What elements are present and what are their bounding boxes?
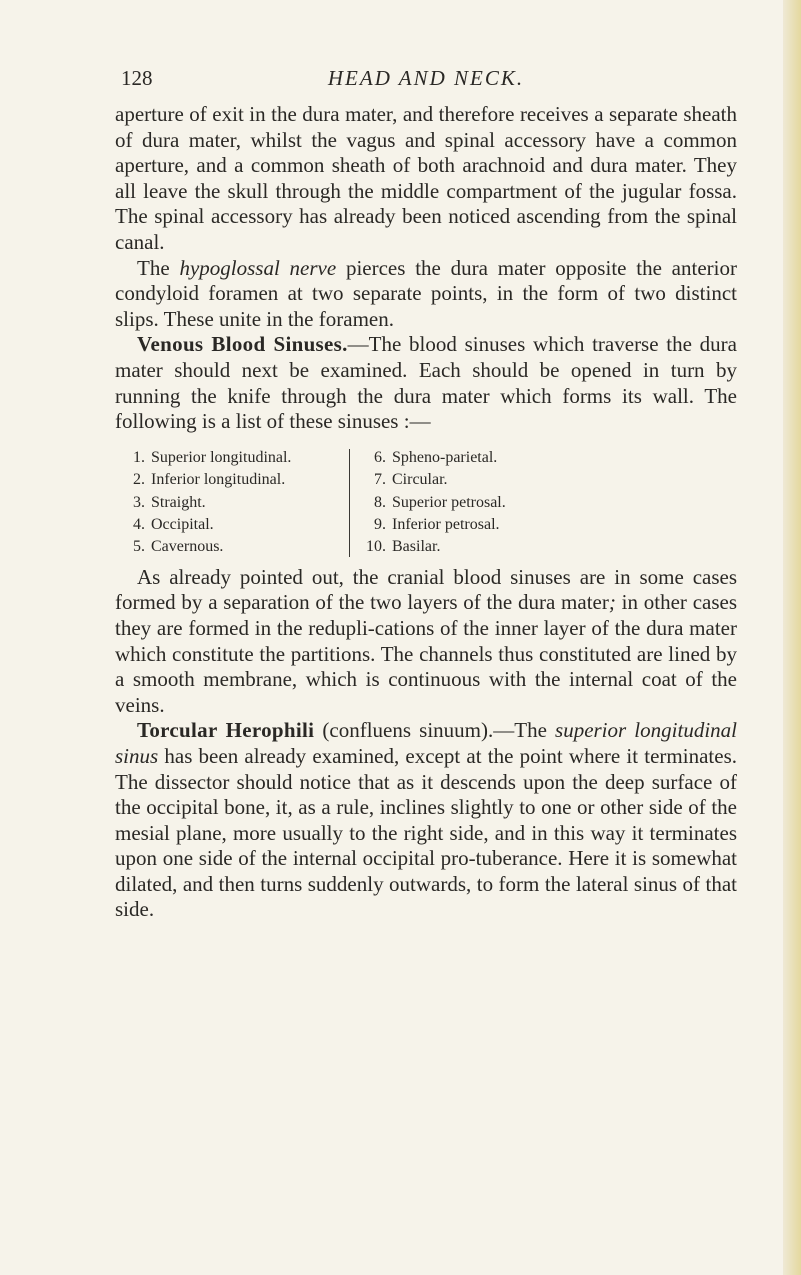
text-span: The	[137, 255, 180, 280]
hypoglossal-nerve-term: hypoglossal nerve	[179, 255, 337, 280]
text-span: —The blood sinuses which traverse the dura mater should next be examined. Each should be opened in turn by running the knife through the dura mater which forms its wall. The following is a list of these sinuses :—	[115, 332, 737, 434]
list-item-name: Superior longitudinal.	[151, 448, 292, 466]
text-span: As already pointed out, the cranial blood sinuses are in some cases formed by a separation of the two layers of the dura mater	[115, 564, 737, 615]
list-item	[362, 447, 506, 469]
paragraph-cranial-sinuses	[115, 565, 737, 719]
list-item-name: Superior petrosal.	[392, 493, 506, 511]
list-item-number: 10.	[366, 538, 386, 556]
list-item-number: 9.	[374, 515, 386, 533]
list-item-number: 8.	[374, 493, 386, 511]
sinus-list-left	[115, 447, 349, 559]
list-item-number: 4.	[133, 515, 145, 533]
list-item	[362, 514, 506, 536]
page-header	[115, 66, 737, 102]
list-item-number: 1.	[133, 448, 145, 466]
list-item-number: 6.	[374, 448, 386, 466]
list-item-name: Basilar.	[392, 538, 441, 556]
list-item-name: Straight.	[151, 493, 206, 511]
list-item	[121, 492, 349, 514]
list-item-name: Inferior petrosal.	[392, 515, 500, 533]
text-semicolon: ;	[608, 590, 622, 615]
paragraph-venous-sinuses	[115, 332, 737, 434]
text-span: (confluens sinuum).—The	[314, 718, 556, 743]
list-item	[121, 469, 349, 491]
running-title: HEAD AND NECK.	[327, 66, 525, 90]
list-item-number: 2.	[133, 471, 145, 489]
list-item-number: 3.	[133, 493, 145, 511]
paragraph-hypoglossal	[115, 256, 737, 333]
section-heading-venous-blood-sinuses: Venous Blood Sinuses.	[137, 332, 348, 357]
list-item-name: Circular.	[392, 471, 448, 489]
text-span: pierces the dura mater opposite the anterior condyloid foramen at two separate points, in the form of two distinct slips. These unite in the foramen.	[115, 255, 737, 331]
list-item-name: Occipital.	[151, 515, 214, 533]
sinus-list-right	[350, 447, 506, 559]
section-heading-torcular-herophili: Torcular Herophili	[137, 718, 315, 743]
list-item	[362, 469, 506, 491]
list-item-name: Cavernous.	[151, 538, 224, 556]
book-page	[115, 66, 737, 923]
page-number: 128	[121, 66, 153, 90]
paragraph-torcular-herophili	[115, 718, 737, 923]
text-span: in other cases they are formed in the redupli-cations of the inner layer of the dura mater which constitute the partitions. The channels thus constituted are lined by a smooth membrane, which is continuous with the internal coat of the veins.	[115, 590, 737, 717]
list-item-number: 5.	[133, 538, 145, 556]
list-item	[121, 536, 349, 558]
list-item	[121, 447, 349, 469]
list-item-name: Inferior longitudinal.	[151, 471, 286, 489]
body-text	[115, 102, 737, 923]
list-item	[362, 492, 506, 514]
text-span: has been already examined, except at the point where it terminates. The dissector should notice that as it descends upon the deep surface of the occipital bone, it, as a rule, inclines slightly to one or other side of the mesial plane, more usually to the right side, and in this way it terminates upon one side of the internal occipital pro-tuberance. Here it is somewhat dilated, and then turns suddenly outwards, to form the lateral sinus of that side.	[115, 743, 737, 922]
paragraph-1: aperture of exit in the dura mater, and therefore receives a separate sheath of dura mater, whilst the vagus and spinal accessory have a common aperture, and a common sheath of both arachnoid and dura mater. They all leave the skull through the middle compartment of the jugular fossa. The spinal accessory has already been noticed ascending from the spinal canal.	[115, 102, 737, 254]
list-item	[362, 536, 506, 558]
list-item	[121, 514, 349, 536]
list-item-name: Spheno-parietal.	[392, 448, 498, 466]
list-item-number: 7.	[374, 471, 386, 489]
superior-longitudinal-sinus-term: superior longitudinal sinus	[115, 718, 737, 768]
sinus-list	[115, 447, 737, 559]
page-edge	[783, 0, 801, 1275]
